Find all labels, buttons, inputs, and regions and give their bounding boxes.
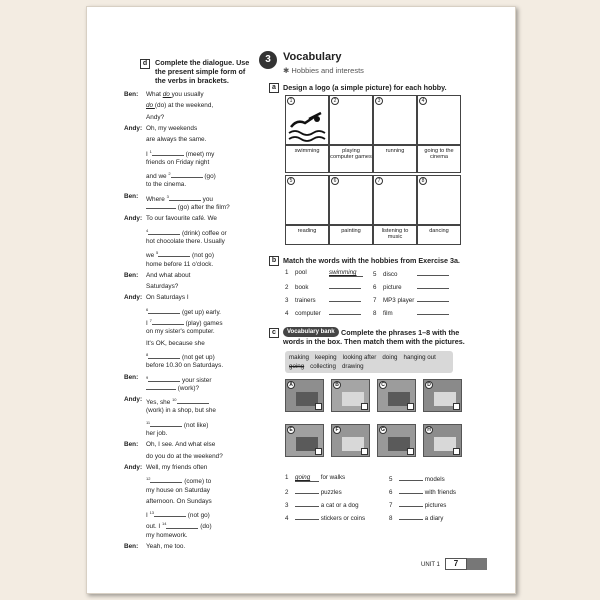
swimmer-logo-icon <box>287 105 327 145</box>
box-word: drawing <box>341 363 364 370</box>
gap-number: 11 <box>146 419 151 425</box>
picture-answer-box[interactable] <box>361 448 368 455</box>
text: afternoon. On Sundays <box>146 497 212 505</box>
text: Saturdays? <box>146 283 179 291</box>
box-number: 7 <box>375 177 383 185</box>
text: do you do at the weekend? <box>146 452 223 460</box>
picture-D[interactable] <box>423 379 462 412</box>
phrase-2 <box>285 487 342 496</box>
box-word: doing <box>382 354 398 361</box>
item-number: 8 <box>373 310 377 317</box>
picture-H[interactable] <box>423 424 462 457</box>
text: Oh, I see. And what else <box>146 441 216 449</box>
item-word: book <box>295 284 309 291</box>
answer-blank[interactable] <box>146 202 176 209</box>
example-answer: do <box>146 102 155 110</box>
box-word: collecting <box>310 363 336 370</box>
dialogue <box>124 89 274 559</box>
box-word: hanging out <box>403 354 436 361</box>
word-box <box>285 351 453 373</box>
text: To our favourite café. We <box>146 215 217 223</box>
hobby-caption: reading <box>297 228 317 234</box>
text: home before 11 o'clock. <box>146 260 214 268</box>
box-number: 8 <box>419 177 427 185</box>
text: before 10.30 on Saturdays. <box>146 362 224 370</box>
text: your sister <box>180 376 212 384</box>
item-number: 3 <box>285 297 289 304</box>
picture-answer-box[interactable] <box>361 403 368 410</box>
word-box-row-2 <box>289 362 449 371</box>
gap-number: 5 <box>155 250 159 256</box>
page-number: 7 <box>445 558 467 570</box>
answer-blank[interactable] <box>417 269 449 276</box>
gap-number: 14 <box>162 521 167 527</box>
text: (meet) my <box>183 150 215 158</box>
phrase-text: pictures <box>423 502 447 509</box>
item-word: trainers <box>295 297 316 304</box>
text: Yes, she <box>146 399 173 407</box>
picture-answer-box[interactable] <box>407 403 414 410</box>
answer-blank[interactable] <box>329 295 361 302</box>
text: her job. <box>146 430 168 437</box>
section-subtitle: ✱ Hobbies and interests <box>283 66 364 75</box>
hobby-caption: painting <box>341 228 361 234</box>
match-item-3 <box>285 295 361 304</box>
picture-E[interactable] <box>285 424 324 457</box>
item-word: picture <box>383 284 402 291</box>
text: (do) <box>198 523 212 531</box>
box-number: 2 <box>331 97 339 105</box>
exercise-c-instruction-2: words in the box. Then match them with the pictures. <box>283 337 465 346</box>
text: on my sister's computer. <box>146 328 215 336</box>
phrase-text: a cat or a dog <box>319 502 359 509</box>
answer-blank[interactable] <box>166 522 198 529</box>
exercise-label-c: c <box>269 328 279 338</box>
text: What <box>146 91 163 98</box>
section-title: Vocabulary <box>283 51 342 63</box>
phrase-text: models <box>423 476 445 483</box>
picture-letter: A <box>287 381 295 389</box>
text: (play) games <box>183 320 223 328</box>
phrase-4 <box>285 513 365 522</box>
match-item-8 <box>373 308 449 317</box>
phrase-text: a diary <box>423 515 444 522</box>
item-word: disco <box>383 271 398 278</box>
picture-B[interactable] <box>331 379 370 412</box>
text: I <box>146 150 150 158</box>
gap-number: 9 <box>146 374 149 380</box>
answer-blank[interactable] <box>295 500 319 507</box>
item-number: 7 <box>373 297 377 304</box>
text: you usually <box>171 91 204 98</box>
item-word: film <box>383 310 393 317</box>
match-item-7 <box>373 295 449 304</box>
item-number: 6 <box>389 489 393 496</box>
box-number: 6 <box>331 177 339 185</box>
speaker-name: Andy: <box>124 463 143 471</box>
speaker-name: Ben: <box>124 543 139 550</box>
phrase-6 <box>389 487 456 496</box>
phrase-text: puzzles <box>319 489 342 496</box>
picture-letter: F <box>333 426 341 434</box>
section-number-badge: 3 <box>259 51 277 69</box>
picture-answer-box[interactable] <box>315 403 322 410</box>
text: (go) <box>202 173 216 181</box>
phrase-3 <box>285 500 359 509</box>
answer-blank[interactable] <box>177 397 209 404</box>
text: (not like) <box>182 421 209 429</box>
phrase-1 <box>285 474 345 482</box>
gap-number: 1 <box>149 148 152 154</box>
item-number: 2 <box>285 284 289 291</box>
exercise-b-instruction: Match the words with the hobbies from Exercise 3a. <box>283 256 460 265</box>
picture-A[interactable] <box>285 379 324 412</box>
match-item-6 <box>373 282 449 291</box>
text: (not go) <box>190 252 214 260</box>
hobby-caption: running <box>385 148 405 154</box>
answer-blank[interactable] <box>148 352 180 359</box>
answer-blank[interactable] <box>399 500 423 507</box>
answer-blank[interactable] <box>417 308 449 315</box>
picture-letter: H <box>425 426 433 434</box>
text: (come) to <box>182 478 212 486</box>
picture-C[interactable] <box>377 379 416 412</box>
hobby-caption: listening to music <box>381 228 409 241</box>
text: Well, my friends often <box>146 463 208 471</box>
hobby-caption: playing computer games <box>330 148 372 161</box>
match-item-1 <box>285 269 363 277</box>
word-box-row-1 <box>289 353 449 362</box>
text: (not go) <box>186 512 210 520</box>
speaker-name: Andy: <box>124 396 143 404</box>
box-number: 5 <box>287 177 295 185</box>
speaker-name: Andy: <box>124 215 143 223</box>
item-number: 4 <box>285 310 289 317</box>
text: out. I <box>146 523 162 531</box>
item-number: 5 <box>389 476 393 483</box>
picture-grid <box>285 379 467 469</box>
answer-blank[interactable] <box>295 513 319 520</box>
answer-blank[interactable] <box>417 282 449 289</box>
item-number: 5 <box>373 271 377 278</box>
text: (get up) early. <box>180 308 221 316</box>
phrase-text: stickers or coins <box>319 515 366 522</box>
item-word: MP3 player <box>383 297 415 304</box>
picture-answer-box[interactable] <box>453 448 460 455</box>
picture-answer-box[interactable] <box>407 448 414 455</box>
gap-number: 4 <box>146 227 149 233</box>
example-answer: do <box>162 91 172 98</box>
item-word: computer <box>295 310 321 317</box>
box-word: making <box>289 354 309 361</box>
hobby-caption: going to the cinema <box>424 148 454 161</box>
speaker-name: Andy: <box>124 294 143 302</box>
exercise-label-b: b <box>269 256 279 266</box>
example-answer: going <box>295 474 319 482</box>
picture-answer-box[interactable] <box>453 403 460 410</box>
text: are always the same. <box>146 136 207 144</box>
picture-letter: C <box>379 381 387 389</box>
answer-blank[interactable] <box>399 487 423 494</box>
picture-letter: G <box>379 426 387 434</box>
hobby-logo-grid <box>285 95 463 247</box>
picture-letter: B <box>333 381 341 389</box>
dialogue-line <box>146 541 185 554</box>
phrases-list <box>285 474 485 534</box>
answer-blank[interactable] <box>399 474 423 481</box>
item-number: 3 <box>285 502 289 509</box>
item-number: 1 <box>285 474 289 481</box>
item-number: 8 <box>389 515 393 522</box>
answer-blank[interactable] <box>329 282 361 289</box>
speaker-name: Ben: <box>124 91 139 98</box>
text: (work) in a shop, but she <box>146 407 216 415</box>
answer-blank[interactable] <box>146 383 176 390</box>
box-word: keeping <box>314 354 337 361</box>
gap-number: 10 <box>172 397 177 403</box>
phrase-7 <box>389 500 446 509</box>
exercise-c-instruction-1: Complete the phrases 1–8 with the <box>341 328 460 337</box>
text: hot chocolate there. Usually <box>146 237 225 245</box>
star-icon: ✱ <box>283 66 292 75</box>
text: (not get up) <box>180 354 215 362</box>
unit-label: UNIT 1 <box>421 562 440 568</box>
exercise-a-instruction: Design a logo (a simple picture) for each hobby. <box>283 83 447 92</box>
match-words-list <box>285 269 505 325</box>
text: my homework. <box>146 531 188 539</box>
speaker-name: Ben: <box>124 192 139 200</box>
item-number: 1 <box>285 269 289 276</box>
speaker-name: Ben: <box>124 271 139 279</box>
text: (go) after the film? <box>176 204 230 211</box>
gap-number: 3 <box>166 193 169 199</box>
phrase-text: with friends <box>423 489 457 496</box>
speaker-name: Ben: <box>124 373 139 381</box>
box-word: going <box>289 363 305 370</box>
gap-number: 6 <box>146 306 149 312</box>
text: On Saturdays I <box>146 294 189 302</box>
box-number: 4 <box>419 97 427 105</box>
exercise-label-a: a <box>269 83 279 93</box>
text: friends on Friday night <box>146 158 210 166</box>
text: And what about <box>146 271 191 279</box>
answer-blank[interactable] <box>150 420 182 427</box>
answer-blank[interactable] <box>399 513 423 520</box>
text: I <box>146 512 150 520</box>
text: Oh, my weekends <box>146 124 198 132</box>
gap-number: 8 <box>146 351 149 357</box>
item-word: pool <box>295 269 307 276</box>
text: Where <box>146 195 167 203</box>
answer-blank[interactable] <box>154 510 186 517</box>
item-number: 7 <box>389 502 393 509</box>
match-item-5 <box>373 269 449 278</box>
answer-blank[interactable] <box>166 193 201 201</box>
text: I <box>146 320 150 328</box>
match-item-4 <box>285 308 361 317</box>
item-number: 6 <box>373 284 377 291</box>
vocabulary-bank-badge: Vocabulary bank <box>283 327 339 337</box>
text: and we <box>146 173 169 181</box>
text: we <box>146 252 156 260</box>
exercise-d-instruction: Complete the dialogue. Use the present simple form of the verbs in brackets. <box>155 58 250 85</box>
box-word: looking after <box>342 354 377 361</box>
text: Andy? <box>146 113 165 121</box>
text: It's OK, because she <box>146 339 205 347</box>
hobby-caption: swimming <box>294 148 320 154</box>
hobby-caption: dancing <box>429 228 449 234</box>
speaker-name: Andy: <box>124 124 143 132</box>
answer-blank[interactable] <box>149 148 184 156</box>
workbook-page <box>86 6 516 594</box>
answer-blank[interactable] <box>148 228 180 235</box>
match-item-2 <box>285 282 361 291</box>
box-number: 3 <box>375 97 383 105</box>
answer-blank[interactable] <box>149 318 184 325</box>
answer-blank[interactable] <box>171 171 203 178</box>
text: (do) at the weekend, <box>154 102 214 110</box>
answer-blank[interactable] <box>148 307 180 314</box>
speaker-name: Ben: <box>124 441 139 449</box>
footer-bar <box>467 558 487 570</box>
answer-blank[interactable] <box>329 308 361 315</box>
gap-number: 2 <box>168 171 171 177</box>
text: to the cinema. <box>146 181 187 189</box>
exercise-label-d: d <box>140 59 150 69</box>
text: my house on Saturday <box>146 486 210 494</box>
gap-number: 12 <box>146 476 151 482</box>
text: Yeah, me too. <box>146 543 186 550</box>
text: (work)? <box>176 384 200 392</box>
item-number: 2 <box>285 489 289 496</box>
picture-letter: D <box>425 381 433 389</box>
picture-answer-box[interactable] <box>315 448 322 455</box>
picture-letter: E <box>287 426 295 434</box>
text: you <box>200 195 213 203</box>
item-number: 4 <box>285 515 289 522</box>
text: (drink) coffee or <box>180 229 227 237</box>
phrase-5 <box>389 474 445 483</box>
answer-blank[interactable] <box>295 487 319 494</box>
answer-blank[interactable] <box>155 250 190 257</box>
picture-F[interactable] <box>331 424 370 457</box>
answer-blank[interactable] <box>150 476 182 483</box>
answer-blank[interactable] <box>148 375 180 382</box>
gap-number: 13 <box>149 510 155 516</box>
phrase-text: for walks <box>319 474 346 481</box>
box-number: 1 <box>287 97 295 105</box>
answer-blank[interactable] <box>417 295 449 302</box>
gap-number: 7 <box>149 318 152 323</box>
picture-G[interactable] <box>377 424 416 457</box>
phrase-8 <box>389 513 443 522</box>
example-answer: swimming <box>329 269 363 277</box>
